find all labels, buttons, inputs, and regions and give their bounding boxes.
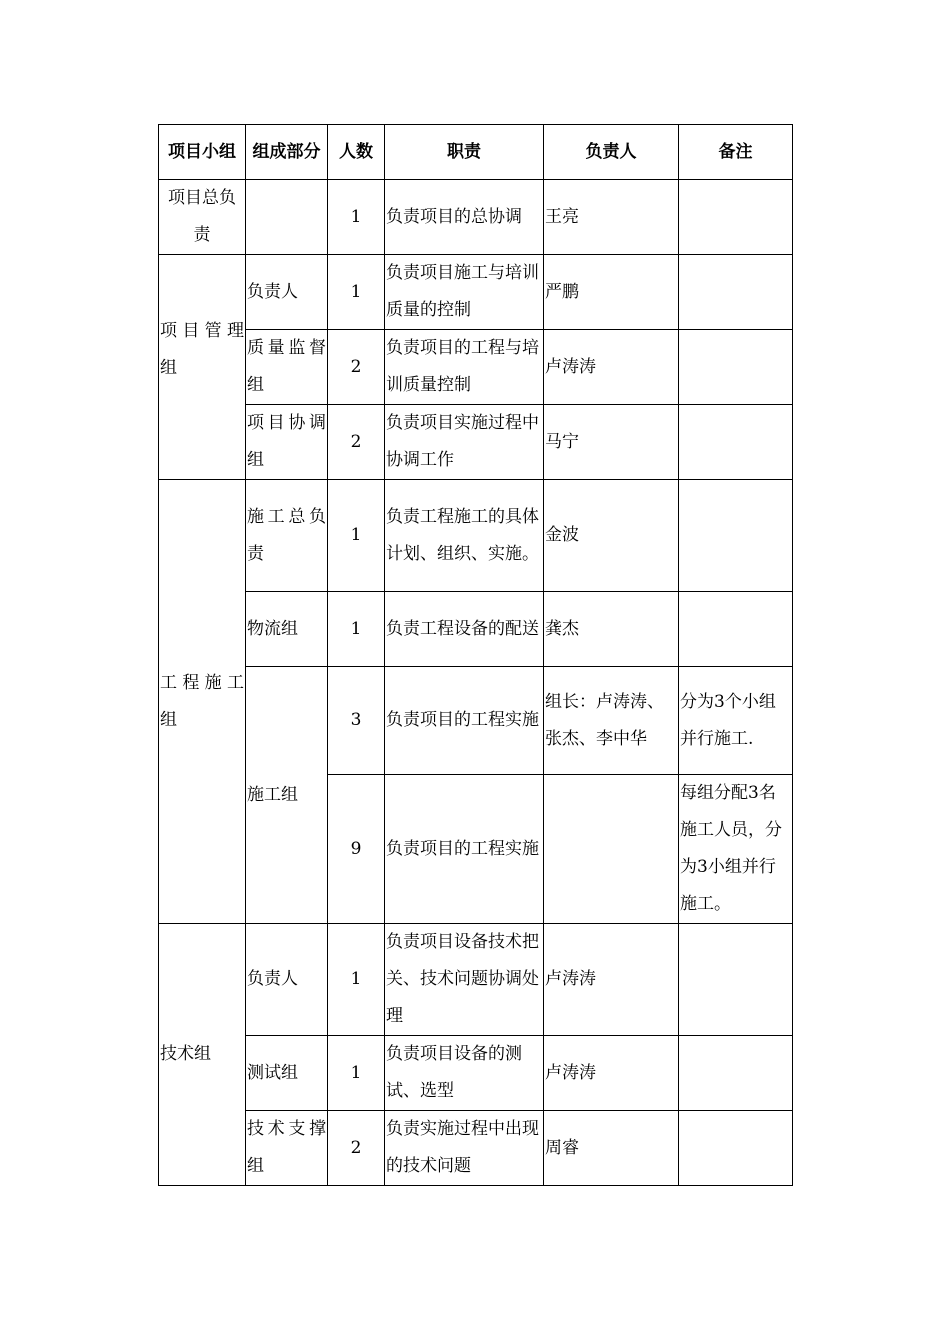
table-row — [159, 330, 793, 405]
lead-cell: 周睿 — [544, 1111, 679, 1186]
note-cell — [679, 405, 793, 480]
lead-cell: 卢涛涛 — [544, 1036, 679, 1111]
note-cell — [679, 255, 793, 330]
part-cell: 物流组 — [246, 592, 328, 667]
note-cell — [679, 1036, 793, 1111]
note-cell — [679, 924, 793, 1036]
part-cell: 施工组 — [246, 667, 328, 924]
team-structure-table — [158, 124, 793, 1186]
lead-cell: 金波 — [544, 480, 679, 592]
duty-cell: 负责实施过程中出现的技术问题 — [385, 1111, 544, 1186]
count-cell: 1 — [328, 255, 385, 330]
count-cell: 9 — [328, 775, 385, 924]
count-cell: 2 — [328, 405, 385, 480]
part-cell: 技术支撑组 — [246, 1111, 328, 1186]
table-header-row — [159, 125, 793, 180]
duty-cell: 负责工程施工的具体计划、组织、实施。 — [385, 480, 544, 592]
table-row — [159, 255, 793, 330]
duty-cell: 负责项目设备技术把关、技术问题协调处理 — [385, 924, 544, 1036]
count-cell: 1 — [328, 180, 385, 255]
header-duty: 职责 — [385, 125, 544, 180]
table-row — [159, 405, 793, 480]
duty-cell: 负责项目实施过程中协调工作 — [385, 405, 544, 480]
count-cell: 1 — [328, 480, 385, 592]
group-cell: 项目总负责 — [159, 180, 246, 255]
part-cell — [246, 180, 328, 255]
note-cell — [679, 1111, 793, 1186]
header-count: 人数 — [328, 125, 385, 180]
part-cell: 负责人 — [246, 924, 328, 1036]
group-cell: 工程施工组 — [159, 480, 246, 924]
part-cell: 测试组 — [246, 1036, 328, 1111]
group-cell: 技术组 — [159, 924, 246, 1186]
note-cell — [679, 592, 793, 667]
table-row — [159, 1036, 793, 1111]
table-row — [159, 180, 793, 255]
count-cell: 3 — [328, 667, 385, 775]
header-part: 组成部分 — [246, 125, 328, 180]
duty-cell: 负责工程设备的配送 — [385, 592, 544, 667]
duty-cell: 负责项目施工与培训质量的控制 — [385, 255, 544, 330]
part-cell: 质量监督组 — [246, 330, 328, 405]
count-cell: 2 — [328, 1111, 385, 1186]
duty-cell: 负责项目的工程实施 — [385, 775, 544, 924]
lead-cell: 组长：卢涛涛、 张杰、李中华 — [544, 667, 679, 775]
lead-cell: 王亮 — [544, 180, 679, 255]
lead-cell: 卢涛涛 — [544, 330, 679, 405]
table-row — [159, 480, 793, 592]
count-cell: 1 — [328, 1036, 385, 1111]
part-cell: 项目协调组 — [246, 405, 328, 480]
header-lead: 负责人 — [544, 125, 679, 180]
note-cell: 分为3个小组并行施工. — [679, 667, 793, 775]
table-row — [159, 667, 793, 775]
table-row — [159, 924, 793, 1036]
duty-cell: 负责项目设备的测试、选型 — [385, 1036, 544, 1111]
note-cell: 每组分配3名施工人员，分为3小组并行施工。 — [679, 775, 793, 924]
duty-cell: 负责项目的总协调 — [385, 180, 544, 255]
header-note: 备注 — [679, 125, 793, 180]
lead-cell: 龚杰 — [544, 592, 679, 667]
part-cell: 施工总负责 — [246, 480, 328, 592]
note-cell — [679, 330, 793, 405]
count-cell: 1 — [328, 592, 385, 667]
table-row — [159, 1111, 793, 1186]
note-cell — [679, 180, 793, 255]
group-cell: 项目管理组 — [159, 255, 246, 480]
table-row — [159, 592, 793, 667]
lead-cell: 马宁 — [544, 405, 679, 480]
header-group: 项目小组 — [159, 125, 246, 180]
duty-cell: 负责项目的工程实施 — [385, 667, 544, 775]
lead-cell: 严鹏 — [544, 255, 679, 330]
part-cell: 负责人 — [246, 255, 328, 330]
lead-cell: 卢涛涛 — [544, 924, 679, 1036]
duty-cell: 负责项目的工程与培训质量控制 — [385, 330, 544, 405]
lead-cell — [544, 775, 679, 924]
note-cell — [679, 480, 793, 592]
count-cell: 1 — [328, 924, 385, 1036]
count-cell: 2 — [328, 330, 385, 405]
